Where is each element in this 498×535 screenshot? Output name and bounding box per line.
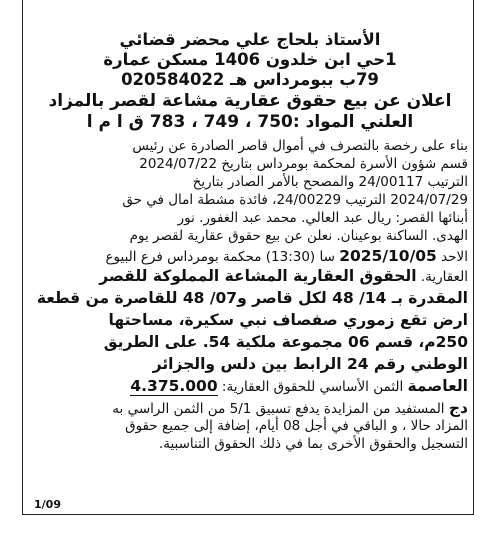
body-line: المزاد حالا ، و الباقي في أجل 08 أيام، إضافة إلى جميع حقوق — [125, 418, 468, 434]
sale-date: 2025/10/05 — [339, 247, 437, 265]
price-label: الثمن الأساسي للحقوق العقارية: — [217, 379, 408, 395]
property-intro: العقارية. — [416, 269, 468, 285]
notice-articles: العلني المواد :750 ، 749 ، 783 ق ا م ا — [86, 112, 414, 132]
body-line: الهدى. الساكنة بوعينان. نعلن عن بيع حقوق عقارية لقصر يوم — [129, 228, 468, 244]
property-road: الوطني رقم 24 الرابط بين دلس والجزائر — [152, 355, 468, 373]
body-line: الترتيب 24/00117 والمصحح بالأمر الصادر بتاريخ — [192, 174, 468, 190]
property-shares: المقدرة بـ 14/ 48 لكل قاصر و07/ 48 للقاصرة من قطعة — [36, 289, 468, 307]
property-line — [32, 266, 468, 287]
currency-label: دج — [448, 399, 468, 417]
header-phone: 79ب ببومرداس هـ 020584022 — [121, 70, 379, 89]
capital-label: العاصمة — [407, 377, 468, 395]
payment-line — [32, 398, 468, 419]
base-price: 4.375.000 — [130, 377, 218, 395]
header-address: 1حي ابن خلدون 1406 مسكن عمارة — [103, 50, 397, 69]
header-name: الأستاذ بلحاج علي محضر قضائي — [119, 30, 381, 49]
body-line: بناء على رخصة بالتصرف في أموال قاصر الصادرة عن رئيس — [132, 138, 468, 154]
property-area: 250م، قسم 06 مجموعة ملكية 54. على الطريق — [103, 333, 468, 351]
page-reference: 1/09 — [34, 498, 61, 511]
body-line: قسم شؤون الأسرة لمحكمة بومرداس بتاريخ 2024/07/22 — [139, 156, 468, 172]
property-title: الحقوق العقارية المشاعة المملوكة للقصر — [99, 267, 417, 285]
sale-day: الاحد — [436, 249, 468, 265]
property-location: ارض تقع زموري صفصاف نبي سكيرة، مساحتها — [108, 311, 468, 329]
body-line: 2024/07/29 الترتيب 24/00229، فائدة مشطة امال في حق — [122, 192, 468, 208]
sale-date-line — [32, 246, 468, 267]
body-line: التسجيل والحقوق الأخرى بما في ذلك الحقوق التناسبية. — [158, 436, 468, 452]
price-line — [32, 376, 468, 397]
body-line: أبنائها القصر: ريال عبد العالي. محمد عبد الغفور. نور — [177, 210, 468, 226]
notice-title: اعلان عن بيع حقوق عقارية مشاعة لقصر بالمزاد — [48, 91, 452, 111]
sale-place: سا (13:30) محكمة بومرداس فرع البيوع — [105, 249, 340, 265]
payment-terms: المستفيد من المزايدة يدفع تسبيق 5/1 من الثمن الراسي به — [112, 401, 449, 417]
